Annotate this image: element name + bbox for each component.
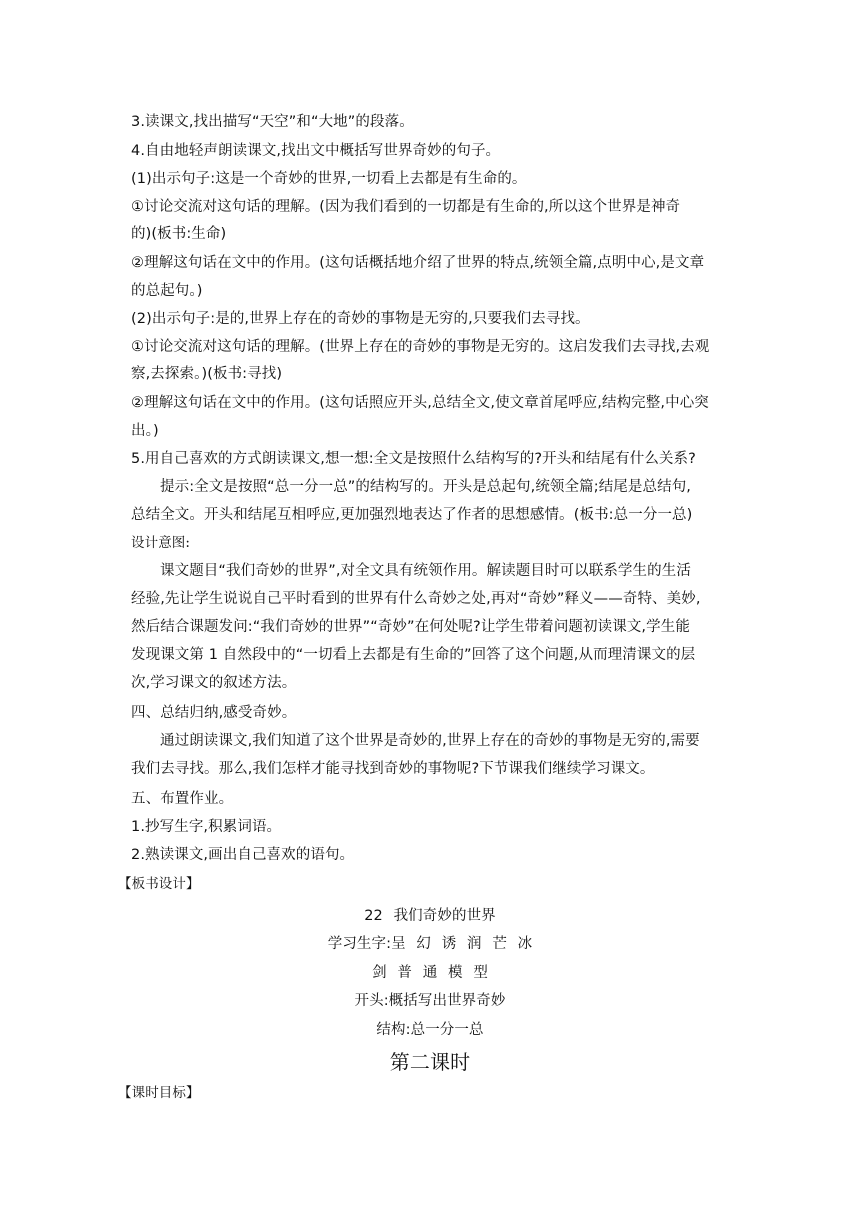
- design-intent-p1: 课文题目“我们奇妙的世界”,对全文具有统领作用。解读题目时可以联系学生的生活: [160, 563, 691, 579]
- summary-p1: 通过朗读课文,我们知道了这个世界是奇妙的,世界上存在的奇妙的事物是无穷的,需要: [160, 733, 700, 749]
- board-characters-1: 学习生字:呈 幻 诱 润 芒 冰: [327, 936, 533, 952]
- board-opening: 开头:概括写出世界奇妙: [354, 993, 506, 1009]
- lesson-goals-label: 【课时目标】: [118, 1085, 200, 1101]
- sentence-1: (1)出示句子:这是一个奇妙的世界,一切看上去都是有生命的。: [131, 171, 527, 187]
- sentence-2: (2)出示句子:是的,世界上存在的奇妙的事物是无穷的,只要我们去寻找。: [131, 311, 590, 327]
- hint: 提示:全文是按照“总一分一总”的结构写的。开头是总起句,统领全篇;结尾是总结句,: [160, 479, 692, 495]
- board-title: 22 我们奇妙的世界: [364, 908, 496, 924]
- design-intent-p5: 次,学习课文的叙述方法。: [131, 675, 297, 691]
- design-intent-p4: 发现课文第 1 自然段中的“一切看上去都是有生命的”回答了这个问题,从而理清课文的层: [131, 647, 696, 663]
- design-intent-p2: 经验,先让学生说说自己平时看到的世界有什么奇妙之处,再对“奇妙”释义——奇特、美妙,: [131, 591, 701, 607]
- section-4-heading: 四、总结归纳,感受奇妙。: [131, 705, 297, 721]
- design-intent-label: 设计意图:: [131, 535, 191, 551]
- discussion-2a-cont: 察,去探索。)(板书:寻找): [131, 366, 283, 382]
- discussion-2a: ①讨论交流对这句话的理解。(世界上存在的奇妙的事物是无穷的。这启发我们去寻找,去观: [131, 339, 710, 355]
- role-2b: ②理解这句话在文中的作用。(这句话照应开头,总结全文,使文章首尾呼应,结构完整,中心突: [131, 395, 709, 411]
- role-1b: ②理解这句话在文中的作用。(这句话概括地介绍了世界的特点,统领全篇,点明中心,是文章: [131, 255, 705, 271]
- board-design-label: 【板书设计】: [118, 876, 200, 892]
- role-1b-cont: 的总起句。): [131, 283, 203, 299]
- design-intent-p3: 然后结合课题发问:“我们奇妙的世界”“奇妙”在何处呢?让学生带着问题初读课文,学生能: [131, 619, 690, 635]
- board-structure: 结构:总一分一总: [376, 1022, 484, 1038]
- step-4: 4.自由地轻声朗读课文,找出文中概括写世界奇妙的句子。: [131, 143, 501, 159]
- board-characters-2: 剑 普 通 模 型: [372, 965, 488, 981]
- summary-p2: 我们去寻找。那么,我们怎样才能寻找到奇妙的事物呢?下节课我们继续学习课文。: [131, 761, 655, 777]
- section-5-heading: 五、布置作业。: [131, 791, 234, 807]
- hint-cont: 总结全文。开头和结尾互相呼应,更加强烈地表达了作者的思想感情。(板书:总一分一总): [131, 507, 693, 523]
- homework-1: 1.抄写生字,积累词语。: [131, 819, 282, 835]
- role-2b-cont: 出。): [131, 423, 159, 439]
- homework-2: 2.熟读课文,画出自己喜欢的语句。: [131, 847, 355, 863]
- discussion-1a-cont: 的)(板书:生命): [131, 226, 227, 242]
- section-title: 第二课时: [389, 1050, 471, 1074]
- discussion-1a: ①讨论交流对这句话的理解。(因为我们看到的一切都是有生命的,所以这个世界是神奇: [131, 199, 681, 215]
- step-5: 5.用自己喜欢的方式朗读课文,想一想:全文是按照什么结构写的?开头和结尾有什么关系?: [131, 451, 696, 467]
- step-3: 3.读课文,找出描写“天空”和“大地”的段落。: [131, 114, 414, 130]
